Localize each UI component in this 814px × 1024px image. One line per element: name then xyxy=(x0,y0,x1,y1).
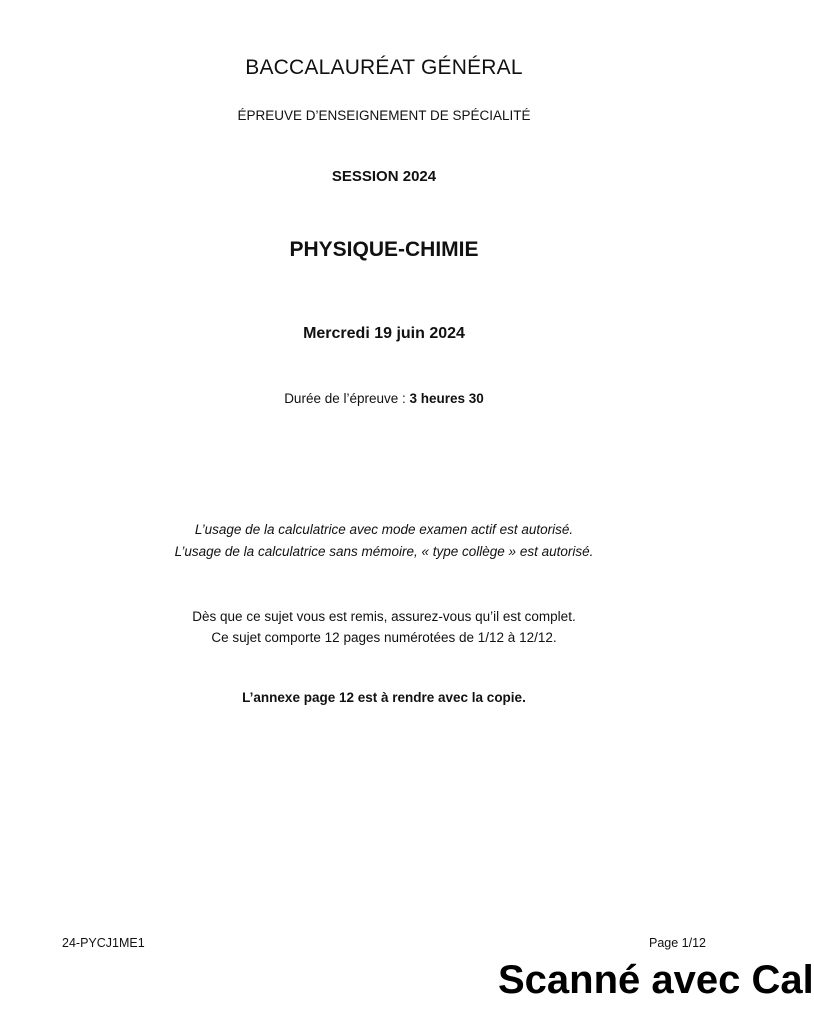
calculator-rule-2: L’usage de la calculatrice sans mémoire, « type collège » est autorisé. xyxy=(174,544,594,559)
subject-title: PHYSIQUE-CHIMIE xyxy=(289,238,479,261)
page-count-note: Ce sujet comporte 12 pages numérotées de 1/12 à 12/12. xyxy=(211,630,557,645)
duration-label: Durée de l’épreuve : xyxy=(284,391,410,406)
scan-watermark xyxy=(490,958,814,1024)
duration-value: 3 heures 30 xyxy=(409,391,484,406)
document-title: BACCALAURÉAT GÉNÉRAL xyxy=(245,56,523,79)
calculator-rule-1: L’usage de la calculatrice avec mode examen actif est autorisé. xyxy=(194,522,574,537)
document-code: 24-PYCJ1ME1 xyxy=(62,936,145,950)
document-subtitle: ÉPREUVE D’ENSEIGNEMENT DE SPÉCIALITÉ xyxy=(237,108,531,123)
completeness-check: Dès que ce sujet vous est remis, assurez-vous qu’il est complet. xyxy=(192,609,576,624)
exam-date: Mercredi 19 juin 2024 xyxy=(303,325,465,342)
annex-note: L’annexe page 12 est à rendre avec la copie. xyxy=(242,690,526,705)
exam-duration xyxy=(0,391,768,407)
session-label: SESSION 2024 xyxy=(331,168,437,185)
scan-watermark-text: Scanné avec Cal xyxy=(498,958,814,1002)
page-number: Page 1/12 xyxy=(649,936,706,950)
